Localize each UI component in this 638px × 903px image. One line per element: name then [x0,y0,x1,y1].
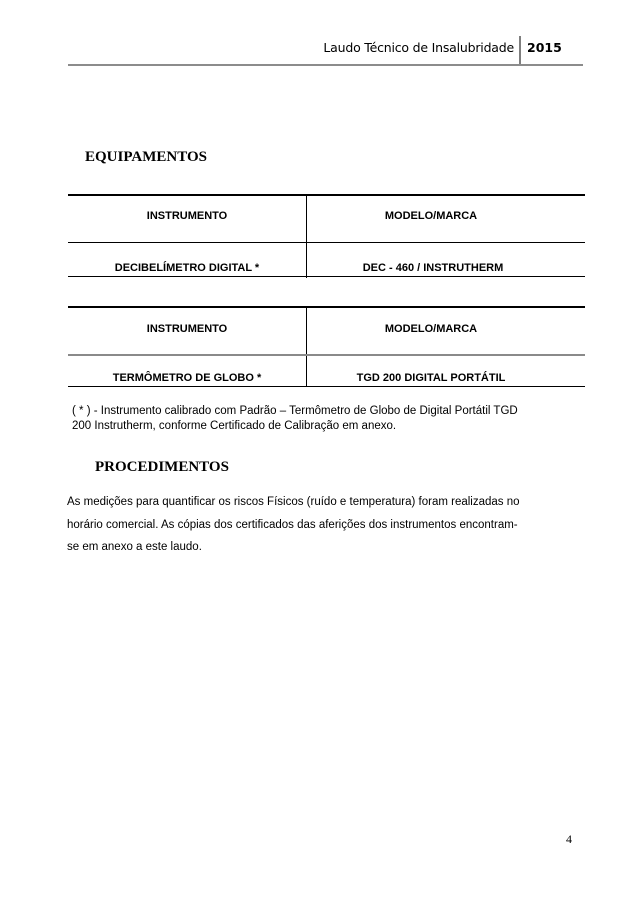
instrument-cell: TERMÔMETRO DE GLOBO * [112,372,262,384]
calibration-note-line: 200 Instrutherm, conforme Certificado de Calibração em anexo. [72,420,397,432]
model-cell: TGD 200 DIGITAL PORTÁTIL [356,372,506,384]
calibration-note-line: ( * ) - Instrumento calibrado com Padrão – Termômetro de Globo de Digital Portátil TGD [72,405,518,417]
header-rule [68,64,583,66]
calibration-note [72,404,592,434]
procedures-paragraph [67,491,587,559]
table-top-rule [68,306,585,308]
paragraph-line: se em anexo a este laudo. [67,541,202,553]
paragraph-line: horário comercial. As cópias dos certificados das aferições dos instrumentos encontram- [67,518,518,531]
equipment-section-title: EQUIPAMENTOS [85,149,207,165]
table-bottom-rule [68,276,585,277]
instrument-cell: DECIBELÍMETRO DIGITAL * [114,262,260,274]
model-cell: DEC - 460 / INSTRUTHERM [362,262,504,274]
header-separator [519,36,521,64]
model-column-header: MODELO/MARCA [384,323,478,335]
paragraph-line: As medições para quantificar os riscos Físicos (ruído e temperatura) foram realizadas no [67,496,520,508]
document-title: Laudo Técnico de Insalubridade [323,40,514,55]
header-rule [68,354,585,356]
procedures-section-title: PROCEDIMENTOS [95,459,229,475]
page-number: 4 [566,832,572,846]
instrument-column-header: INSTRUMENTO [146,210,228,222]
model-column-header: MODELO/MARCA [384,210,478,222]
header-rule [68,242,585,243]
table-top-rule [68,194,585,196]
instrument-column-header: INSTRUMENTO [146,323,228,335]
table-bottom-rule [68,386,585,387]
document-year: 2015 [527,40,562,55]
